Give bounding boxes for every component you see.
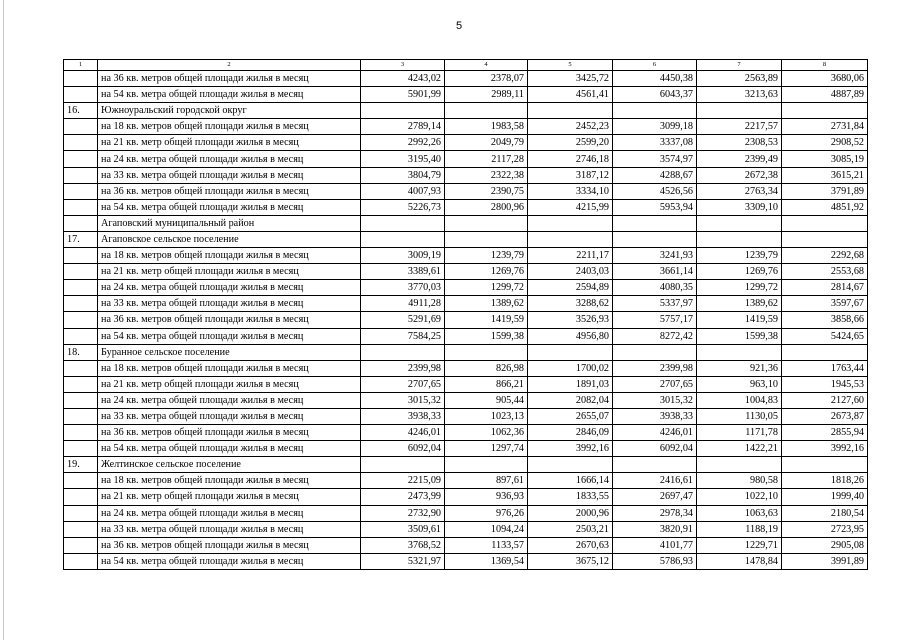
value-cell (613, 231, 697, 247)
table-row (64, 215, 868, 231)
value-cell: 1763,44 (782, 360, 868, 376)
value-cell: 2403,03 (528, 264, 613, 280)
row-index-cell: 16. (64, 103, 98, 119)
row-index-cell (64, 280, 98, 296)
value-cell: 3804,79 (361, 167, 445, 183)
table-row (64, 87, 868, 103)
value-cell: 3187,12 (528, 167, 613, 183)
value-cell: 3334,10 (528, 183, 613, 199)
value-cell: 4887,89 (782, 87, 868, 103)
value-cell: 2180,54 (782, 505, 868, 521)
value-cell: 1130,05 (697, 408, 782, 424)
value-cell: 2452,23 (528, 119, 613, 135)
value-cell: 5424,65 (782, 328, 868, 344)
value-cell: 4243,02 (361, 71, 445, 87)
value-cell: 3309,10 (697, 199, 782, 215)
value-cell: 1478,84 (697, 553, 782, 569)
value-cell (361, 215, 445, 231)
value-cell: 1063,63 (697, 505, 782, 521)
column-number-cell: 3 (361, 60, 445, 71)
value-cell: 2655,07 (528, 408, 613, 424)
row-index-cell (64, 312, 98, 328)
table-row (64, 312, 868, 328)
column-number-cell: 1 (64, 60, 98, 71)
value-cell (782, 231, 868, 247)
row-label-cell: Буранное сельское поселение (98, 344, 361, 360)
value-cell: 1700,02 (528, 360, 613, 376)
value-cell: 866,21 (445, 376, 528, 392)
table-row (64, 360, 868, 376)
value-cell: 2673,87 (782, 408, 868, 424)
row-label-cell: на 33 кв. метра общей площади жилья в месяц (98, 521, 361, 537)
table-row (64, 425, 868, 441)
value-cell (697, 457, 782, 473)
column-number-cell: 2 (98, 60, 361, 71)
value-cell: 2800,96 (445, 199, 528, 215)
value-cell: 2846,09 (528, 425, 613, 441)
table-row (64, 408, 868, 424)
value-cell: 4956,80 (528, 328, 613, 344)
value-cell: 5321,97 (361, 553, 445, 569)
value-cell: 1389,62 (445, 296, 528, 312)
value-cell: 3099,18 (613, 119, 697, 135)
value-cell: 2908,52 (782, 135, 868, 151)
value-cell: 3992,16 (782, 441, 868, 457)
value-cell: 2503,21 (528, 521, 613, 537)
value-cell (528, 457, 613, 473)
value-cell (782, 103, 868, 119)
value-cell: 4246,01 (361, 425, 445, 441)
row-label-cell: на 21 кв. метр общей площади жилья в месяц (98, 489, 361, 505)
row-label-cell: на 24 кв. метра общей площади жилья в месяц (98, 392, 361, 408)
value-cell: 3820,91 (613, 521, 697, 537)
table-row (64, 167, 868, 183)
value-cell: 1389,62 (697, 296, 782, 312)
row-label-cell: Агаповский муниципальный район (98, 215, 361, 231)
value-cell: 1666,14 (528, 473, 613, 489)
table-row (64, 231, 868, 247)
value-cell: 3389,61 (361, 264, 445, 280)
row-label-cell: Южноуральский городской округ (98, 103, 361, 119)
value-cell: 4561,41 (528, 87, 613, 103)
value-cell: 2215,09 (361, 473, 445, 489)
value-cell: 3615,21 (782, 167, 868, 183)
value-cell (361, 457, 445, 473)
table-row (64, 328, 868, 344)
value-cell: 1229,71 (697, 537, 782, 553)
table-row (64, 280, 868, 296)
column-number-cell: 7 (697, 60, 782, 71)
value-cell: 6092,04 (361, 441, 445, 457)
page-number: 5 (455, 20, 463, 32)
value-cell (613, 103, 697, 119)
value-cell (613, 457, 697, 473)
row-label-cell: на 33 кв. метра общей площади жилья в месяц (98, 296, 361, 312)
column-number-cell: 4 (445, 60, 528, 71)
value-cell: 3015,32 (361, 392, 445, 408)
value-cell: 3526,93 (528, 312, 613, 328)
value-cell: 1299,72 (697, 280, 782, 296)
value-cell: 4007,93 (361, 183, 445, 199)
value-cell: 5953,94 (613, 199, 697, 215)
value-cell (361, 103, 445, 119)
value-cell: 1269,76 (697, 264, 782, 280)
value-cell: 3661,14 (613, 264, 697, 280)
row-label-cell: Агаповское сельское поселение (98, 231, 361, 247)
column-number-cell: 8 (782, 60, 868, 71)
row-index-cell (64, 199, 98, 215)
value-cell (782, 457, 868, 473)
row-index-cell (64, 135, 98, 151)
value-cell: 3675,12 (528, 553, 613, 569)
value-cell: 2308,53 (697, 135, 782, 151)
value-cell: 1022,10 (697, 489, 782, 505)
value-cell: 6043,37 (613, 87, 697, 103)
column-number-row (64, 60, 868, 71)
value-cell: 1818,26 (782, 473, 868, 489)
value-cell: 3195,40 (361, 151, 445, 167)
table-row (64, 457, 868, 473)
value-cell: 2905,08 (782, 537, 868, 553)
value-cell: 921,36 (697, 360, 782, 376)
table-row (64, 71, 868, 87)
value-cell: 3858,66 (782, 312, 868, 328)
value-cell: 2731,84 (782, 119, 868, 135)
value-cell: 897,61 (445, 473, 528, 489)
value-cell: 2978,34 (613, 505, 697, 521)
row-label-cell: на 24 кв. метра общей площади жилья в месяц (98, 151, 361, 167)
value-cell: 3680,06 (782, 71, 868, 87)
table-row (64, 537, 868, 553)
row-label-cell: на 18 кв. метров общей площади жилья в месяц (98, 119, 361, 135)
row-label-cell: на 54 кв. метра общей площади жилья в месяц (98, 553, 361, 569)
value-cell (613, 215, 697, 231)
value-cell: 3574,97 (613, 151, 697, 167)
value-cell: 1599,38 (445, 328, 528, 344)
row-label-cell: Желтинское сельское поселение (98, 457, 361, 473)
row-label-cell: на 54 кв. метра общей площади жилья в месяц (98, 199, 361, 215)
value-cell: 3213,63 (697, 87, 782, 103)
value-cell (361, 231, 445, 247)
value-cell: 1891,03 (528, 376, 613, 392)
table-row (64, 505, 868, 521)
row-label-cell: на 18 кв. метров общей площади жилья в месяц (98, 360, 361, 376)
value-cell: 1422,21 (697, 441, 782, 457)
table-row (64, 376, 868, 392)
row-index-cell (64, 215, 98, 231)
value-cell: 2763,34 (697, 183, 782, 199)
value-cell: 3597,67 (782, 296, 868, 312)
row-label-cell: на 18 кв. метров общей площади жилья в месяц (98, 248, 361, 264)
column-number-cell: 6 (613, 60, 697, 71)
row-label-cell: на 18 кв. метров общей площади жилья в месяц (98, 473, 361, 489)
value-cell: 3337,08 (613, 135, 697, 151)
row-index-cell (64, 537, 98, 553)
value-cell (782, 215, 868, 231)
value-cell: 3791,89 (782, 183, 868, 199)
value-cell: 6092,04 (613, 441, 697, 457)
row-label-cell: на 36 кв. метров общей площади жилья в месяц (98, 71, 361, 87)
value-cell: 2670,63 (528, 537, 613, 553)
row-index-cell (64, 328, 98, 344)
row-label-cell: на 54 кв. метра общей площади жилья в месяц (98, 328, 361, 344)
value-cell: 1239,79 (445, 248, 528, 264)
value-cell: 2789,14 (361, 119, 445, 135)
row-index-cell: 17. (64, 231, 98, 247)
value-cell: 1299,72 (445, 280, 528, 296)
value-cell: 2399,98 (613, 360, 697, 376)
value-cell: 2082,04 (528, 392, 613, 408)
value-cell: 1419,59 (445, 312, 528, 328)
value-cell: 2563,89 (697, 71, 782, 87)
value-cell: 1188,19 (697, 521, 782, 537)
row-index-cell (64, 360, 98, 376)
value-cell: 5337,97 (613, 296, 697, 312)
value-cell (445, 457, 528, 473)
value-cell: 2399,49 (697, 151, 782, 167)
value-cell (528, 231, 613, 247)
value-cell: 1599,38 (697, 328, 782, 344)
value-cell: 2322,38 (445, 167, 528, 183)
value-cell: 1004,83 (697, 392, 782, 408)
value-cell (445, 344, 528, 360)
value-cell: 2553,68 (782, 264, 868, 280)
value-cell: 2707,65 (361, 376, 445, 392)
table-row (64, 151, 868, 167)
value-cell: 3509,61 (361, 521, 445, 537)
row-label-cell: на 36 кв. метров общей площади жилья в месяц (98, 183, 361, 199)
table-row (64, 264, 868, 280)
value-cell (528, 103, 613, 119)
value-cell: 2732,90 (361, 505, 445, 521)
value-cell: 4526,56 (613, 183, 697, 199)
value-cell: 3770,03 (361, 280, 445, 296)
value-cell: 4101,77 (613, 537, 697, 553)
column-number-cell: 5 (528, 60, 613, 71)
value-cell: 3938,33 (613, 408, 697, 424)
value-cell: 4911,28 (361, 296, 445, 312)
value-cell: 4080,35 (613, 280, 697, 296)
table-row (64, 183, 868, 199)
value-cell: 976,26 (445, 505, 528, 521)
value-cell: 5226,73 (361, 199, 445, 215)
value-cell: 3938,33 (361, 408, 445, 424)
value-cell: 2211,17 (528, 248, 613, 264)
table-row (64, 199, 868, 215)
value-cell: 3241,93 (613, 248, 697, 264)
row-index-cell (64, 521, 98, 537)
row-index-cell (64, 408, 98, 424)
value-cell: 2117,28 (445, 151, 528, 167)
value-cell: 2992,26 (361, 135, 445, 151)
row-index-cell (64, 505, 98, 521)
value-cell: 1369,54 (445, 553, 528, 569)
table-row (64, 441, 868, 457)
value-cell: 1171,78 (697, 425, 782, 441)
row-index-cell (64, 392, 98, 408)
table-row (64, 248, 868, 264)
value-cell: 1269,76 (445, 264, 528, 280)
row-label-cell: на 24 кв. метра общей площади жилья в месяц (98, 505, 361, 521)
value-cell (528, 215, 613, 231)
value-cell: 8272,42 (613, 328, 697, 344)
row-label-cell: на 33 кв. метра общей площади жилья в месяц (98, 408, 361, 424)
value-cell: 1419,59 (697, 312, 782, 328)
row-index-cell: 18. (64, 344, 98, 360)
value-cell: 2746,18 (528, 151, 613, 167)
value-cell: 2217,57 (697, 119, 782, 135)
value-cell (528, 344, 613, 360)
table-row (64, 521, 868, 537)
value-cell: 5291,69 (361, 312, 445, 328)
value-cell: 4851,92 (782, 199, 868, 215)
row-index-cell (64, 87, 98, 103)
value-cell: 2697,47 (613, 489, 697, 505)
value-cell: 1945,53 (782, 376, 868, 392)
value-cell: 1833,55 (528, 489, 613, 505)
row-index-cell (64, 296, 98, 312)
row-label-cell: на 33 кв. метра общей площади жилья в месяц (98, 167, 361, 183)
value-cell: 2989,11 (445, 87, 528, 103)
value-cell: 7584,25 (361, 328, 445, 344)
value-cell: 3991,89 (782, 553, 868, 569)
value-cell (445, 215, 528, 231)
row-label-cell: на 36 кв. метров общей площади жилья в месяц (98, 425, 361, 441)
value-cell: 2473,99 (361, 489, 445, 505)
value-cell: 4215,99 (528, 199, 613, 215)
value-cell: 980,58 (697, 473, 782, 489)
row-index-cell (64, 151, 98, 167)
row-index-cell (64, 473, 98, 489)
value-cell: 1983,58 (445, 119, 528, 135)
value-cell (361, 344, 445, 360)
row-index-cell (64, 248, 98, 264)
value-cell: 3425,72 (528, 71, 613, 87)
value-cell: 2707,65 (613, 376, 697, 392)
value-cell: 2855,94 (782, 425, 868, 441)
value-cell: 1133,57 (445, 537, 528, 553)
value-cell: 3085,19 (782, 151, 868, 167)
row-index-cell (64, 489, 98, 505)
row-label-cell: на 54 кв. метра общей площади жилья в месяц (98, 441, 361, 457)
table-row (64, 473, 868, 489)
row-label-cell: на 36 кв. метров общей площади жилья в месяц (98, 312, 361, 328)
table-row (64, 344, 868, 360)
value-cell: 2723,95 (782, 521, 868, 537)
tariff-table (63, 59, 868, 570)
value-cell: 2049,79 (445, 135, 528, 151)
value-cell (697, 231, 782, 247)
value-cell (445, 103, 528, 119)
table-row (64, 392, 868, 408)
row-index-cell (64, 71, 98, 87)
row-index-cell (64, 425, 98, 441)
table-row (64, 553, 868, 569)
value-cell: 5901,99 (361, 87, 445, 103)
value-cell: 963,10 (697, 376, 782, 392)
row-index-cell (64, 264, 98, 280)
value-cell: 3992,16 (528, 441, 613, 457)
value-cell: 2378,07 (445, 71, 528, 87)
table-row (64, 489, 868, 505)
value-cell: 3288,62 (528, 296, 613, 312)
value-cell: 3015,32 (613, 392, 697, 408)
row-label-cell: на 21 кв. метр общей площади жилья в месяц (98, 264, 361, 280)
row-label-cell: на 54 кв. метра общей площади жилья в месяц (98, 87, 361, 103)
row-index-cell (64, 183, 98, 199)
table-row (64, 119, 868, 135)
value-cell: 2292,68 (782, 248, 868, 264)
row-label-cell: на 21 кв. метр общей площади жилья в месяц (98, 135, 361, 151)
value-cell: 4246,01 (613, 425, 697, 441)
value-cell: 2000,96 (528, 505, 613, 521)
row-label-cell: на 36 кв. метров общей площади жилья в месяц (98, 537, 361, 553)
value-cell (613, 344, 697, 360)
value-cell: 2594,89 (528, 280, 613, 296)
value-cell (782, 344, 868, 360)
value-cell: 936,93 (445, 489, 528, 505)
row-index-cell (64, 119, 98, 135)
value-cell: 905,44 (445, 392, 528, 408)
value-cell: 2390,75 (445, 183, 528, 199)
row-label-cell: на 24 кв. метра общей площади жилья в месяц (98, 280, 361, 296)
value-cell (697, 103, 782, 119)
value-cell: 2599,20 (528, 135, 613, 151)
table-row (64, 103, 868, 119)
value-cell (697, 215, 782, 231)
value-cell: 5786,93 (613, 553, 697, 569)
value-cell: 1062,36 (445, 425, 528, 441)
value-cell (445, 231, 528, 247)
row-index-cell (64, 376, 98, 392)
value-cell: 3009,19 (361, 248, 445, 264)
value-cell: 4450,38 (613, 71, 697, 87)
value-cell: 2814,67 (782, 280, 868, 296)
value-cell: 2127,60 (782, 392, 868, 408)
value-cell: 1239,79 (697, 248, 782, 264)
row-index-cell (64, 441, 98, 457)
value-cell: 2416,61 (613, 473, 697, 489)
page-edge-line (3, 0, 4, 640)
value-cell: 826,98 (445, 360, 528, 376)
value-cell: 2672,38 (697, 167, 782, 183)
row-index-cell (64, 553, 98, 569)
value-cell: 2399,98 (361, 360, 445, 376)
table-body (64, 60, 868, 570)
table-row (64, 135, 868, 151)
value-cell: 4288,67 (613, 167, 697, 183)
value-cell: 1023,13 (445, 408, 528, 424)
row-index-cell (64, 167, 98, 183)
table-row (64, 296, 868, 312)
row-index-cell: 19. (64, 457, 98, 473)
value-cell: 3768,52 (361, 537, 445, 553)
value-cell: 1094,24 (445, 521, 528, 537)
value-cell: 1297,74 (445, 441, 528, 457)
row-label-cell: на 21 кв. метр общей площади жилья в месяц (98, 376, 361, 392)
value-cell: 1999,40 (782, 489, 868, 505)
value-cell (697, 344, 782, 360)
value-cell: 5757,17 (613, 312, 697, 328)
